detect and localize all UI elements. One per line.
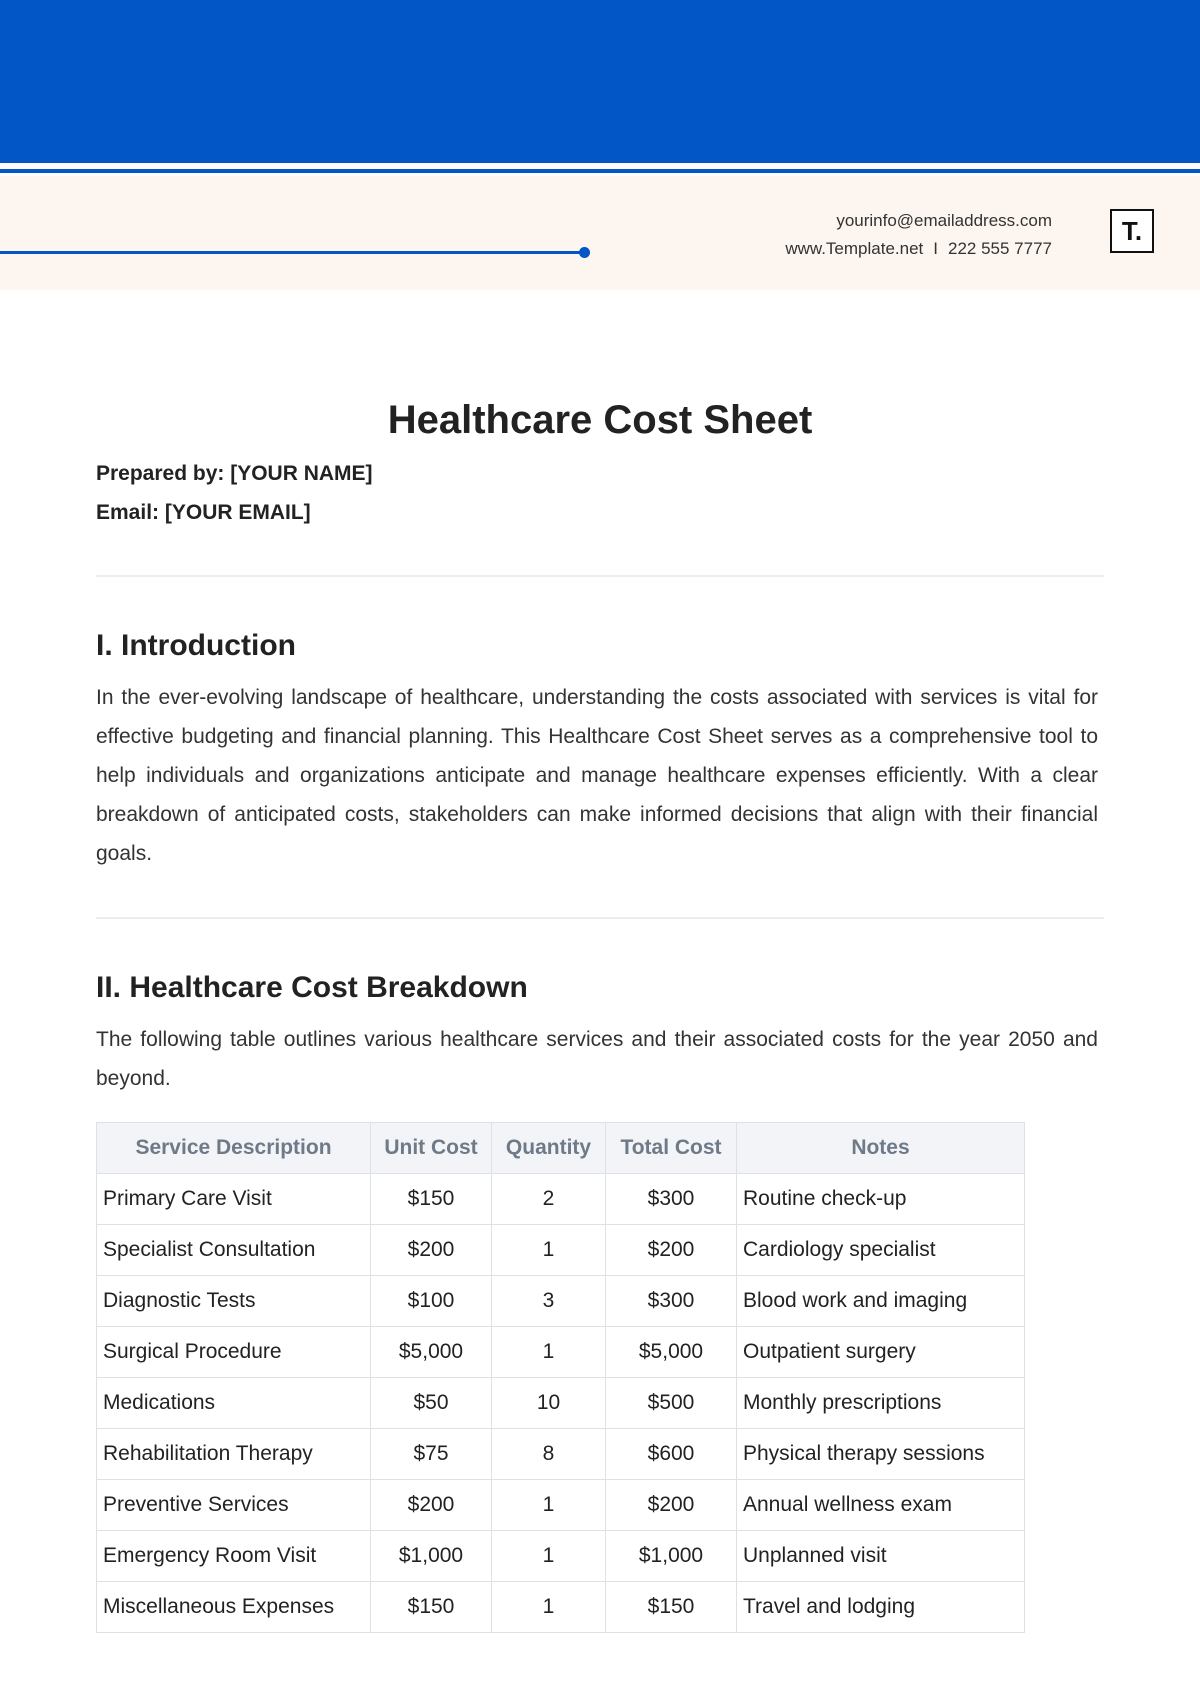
header-rule [0, 169, 1200, 173]
contact-web-phone [785, 239, 1052, 259]
cell-unit-cost: $1,000 [371, 1531, 492, 1582]
table-row [97, 1225, 1025, 1276]
table-row [97, 1429, 1025, 1480]
cell-total-cost: $500 [606, 1378, 737, 1429]
cell-unit-cost: $75 [371, 1429, 492, 1480]
accent-line [0, 251, 584, 254]
cell-unit-cost: $50 [371, 1378, 492, 1429]
cell-notes: Travel and lodging [737, 1582, 1025, 1633]
cell-total-cost: $300 [606, 1276, 737, 1327]
intro-heading: I. Introduction [96, 629, 296, 662]
cell-total-cost: $200 [606, 1480, 737, 1531]
cell-notes: Routine check-up [737, 1174, 1025, 1225]
header-service-description: Service Description [97, 1123, 371, 1174]
table-row [97, 1327, 1025, 1378]
header-total-cost: Total Cost [606, 1123, 737, 1174]
cell-total-cost: $5,000 [606, 1327, 737, 1378]
cell-service: Primary Care Visit [97, 1174, 371, 1225]
cell-unit-cost: $100 [371, 1276, 492, 1327]
contact-separator: I [933, 239, 938, 258]
table-row [97, 1582, 1025, 1633]
table-row [97, 1378, 1025, 1429]
cell-quantity: 10 [492, 1378, 606, 1429]
contact-website[interactable]: www.Template.net [785, 239, 924, 258]
table-row [97, 1480, 1025, 1531]
header-unit-cost: Unit Cost [371, 1123, 492, 1174]
document-meta [96, 454, 1104, 532]
cell-notes: Outpatient surgery [737, 1327, 1025, 1378]
cell-unit-cost: $150 [371, 1174, 492, 1225]
cell-notes: Physical therapy sessions [737, 1429, 1025, 1480]
cell-service: Specialist Consultation [97, 1225, 371, 1276]
cell-total-cost: $600 [606, 1429, 737, 1480]
cost-table [96, 1122, 1025, 1633]
cell-service: Surgical Procedure [97, 1327, 371, 1378]
cell-notes: Monthly prescriptions [737, 1378, 1025, 1429]
cell-unit-cost: $200 [371, 1225, 492, 1276]
cell-total-cost: $300 [606, 1174, 737, 1225]
cell-quantity: 1 [492, 1225, 606, 1276]
cell-unit-cost: $5,000 [371, 1327, 492, 1378]
cell-notes: Unplanned visit [737, 1531, 1025, 1582]
contact-email[interactable]: yourinfo@emailaddress.com [836, 211, 1052, 230]
cell-quantity: 1 [492, 1582, 606, 1633]
table-header-row [97, 1123, 1025, 1174]
cell-quantity: 1 [492, 1327, 606, 1378]
cell-quantity: 1 [492, 1531, 606, 1582]
cell-total-cost: $1,000 [606, 1531, 737, 1582]
header-notes: Notes [737, 1123, 1025, 1174]
table-row [97, 1174, 1025, 1225]
document-content [96, 390, 1104, 1633]
section-divider [96, 917, 1104, 919]
contact-phone: 222 555 7777 [948, 239, 1052, 258]
cell-service: Rehabilitation Therapy [97, 1429, 371, 1480]
table-row [97, 1531, 1025, 1582]
cell-service: Diagnostic Tests [97, 1276, 371, 1327]
cell-notes: Cardiology specialist [737, 1225, 1025, 1276]
cell-service: Miscellaneous Expenses [97, 1582, 371, 1633]
header-quantity: Quantity [492, 1123, 606, 1174]
cell-notes: Annual wellness exam [737, 1480, 1025, 1531]
accent-dot [579, 247, 590, 258]
cell-quantity: 3 [492, 1276, 606, 1327]
cell-quantity: 8 [492, 1429, 606, 1480]
cell-quantity: 1 [492, 1480, 606, 1531]
cell-notes: Blood work and imaging [737, 1276, 1025, 1327]
cell-unit-cost: $200 [371, 1480, 492, 1531]
cell-unit-cost: $150 [371, 1582, 492, 1633]
logo-text: T. [1121, 215, 1143, 246]
template-logo [1110, 209, 1154, 253]
cell-service: Medications [97, 1378, 371, 1429]
breakdown-body: The following table outlines various healthcare services and their associated costs for the year 2050 and beyond. [96, 1028, 1098, 1090]
cell-quantity: 2 [492, 1174, 606, 1225]
section-divider [96, 575, 1104, 577]
intro-body: In the ever-evolving landscape of healthcare, understanding the costs associated with services is vital for effective budgeting and financial planning. This Healthcare Cost Sheet serves as a comprehensive tool to help individuals and organizations anticipate and manage healthcare expenses efficiently. With a clear breakdown of anticipated costs, stakeholders can make informed decisions that align with their financial goals. [96, 686, 1098, 865]
breakdown-heading: II. Healthcare Cost Breakdown [96, 971, 528, 1004]
cell-service: Preventive Services [97, 1480, 371, 1531]
document-title: Healthcare Cost Sheet [387, 398, 813, 442]
cell-total-cost: $200 [606, 1225, 737, 1276]
header-band [0, 0, 1200, 163]
contact-band [0, 176, 1200, 290]
cell-total-cost: $150 [606, 1582, 737, 1633]
table-row [97, 1276, 1025, 1327]
prepared-by: Prepared by: [YOUR NAME] [96, 462, 373, 485]
author-email: Email: [YOUR EMAIL] [96, 501, 311, 524]
cell-service: Emergency Room Visit [97, 1531, 371, 1582]
